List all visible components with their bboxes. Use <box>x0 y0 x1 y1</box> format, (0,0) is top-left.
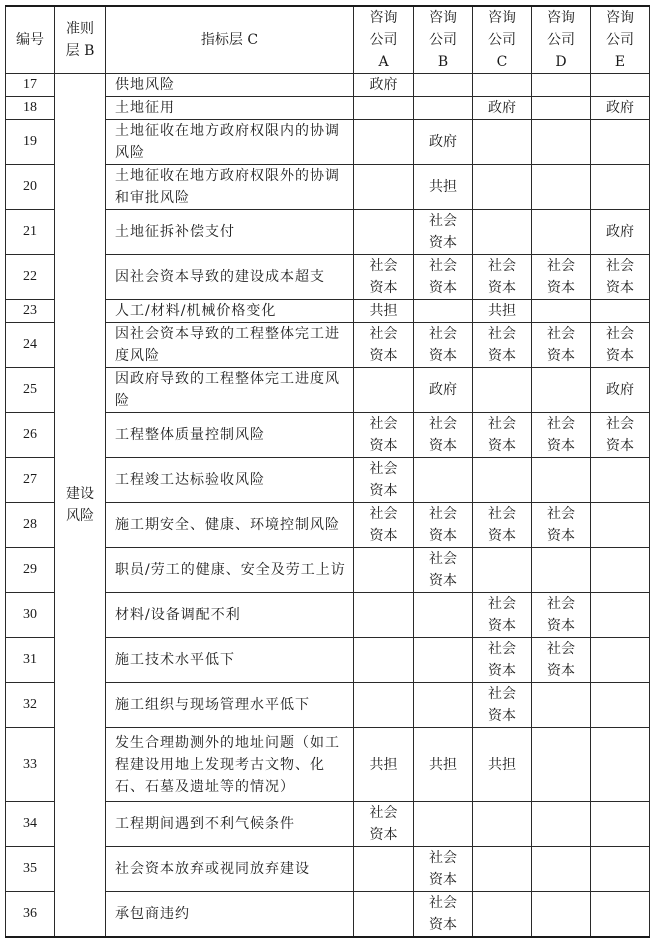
row-id: 30 <box>6 593 55 638</box>
company-e-cell <box>591 165 650 210</box>
indicator-cell: 工程竣工达标验收风险 <box>106 458 354 503</box>
company-a-cell <box>354 892 414 938</box>
table-header <box>6 6 650 74</box>
header-company-b: 咨询公司 B <box>414 6 473 74</box>
company-b-cell: 社会资本 <box>414 548 473 593</box>
company-b-cell <box>414 97 473 120</box>
company-b-cell: 共担 <box>414 728 473 802</box>
indicator-cell: 因政府导致的工程整体完工进度风险 <box>106 368 354 413</box>
company-b-cell: 社会资本 <box>414 413 473 458</box>
company-b-cell <box>414 683 473 728</box>
indicator-cell: 因社会资本导致的建设成本超支 <box>106 255 354 300</box>
company-e-cell <box>591 683 650 728</box>
company-e-cell: 社会资本 <box>591 255 650 300</box>
company-a-cell: 共担 <box>354 728 414 802</box>
row-id: 21 <box>6 210 55 255</box>
indicator-cell: 施工组织与现场管理水平低下 <box>106 683 354 728</box>
row-id: 23 <box>6 300 55 323</box>
company-a-cell <box>354 847 414 892</box>
company-e-cell <box>591 300 650 323</box>
company-e-cell <box>591 458 650 503</box>
company-d-cell <box>532 210 591 255</box>
header-company-a: 咨询公司 A <box>354 6 414 74</box>
indicator-cell: 土地征用 <box>106 97 354 120</box>
row-id: 27 <box>6 458 55 503</box>
company-c-cell: 社会资本 <box>473 638 532 683</box>
indicator-cell: 社会资本放弃或视同放弃建设 <box>106 847 354 892</box>
company-e-cell <box>591 74 650 97</box>
table-body <box>6 74 650 938</box>
company-b-cell <box>414 638 473 683</box>
company-d-cell <box>532 892 591 938</box>
company-e-cell: 社会资本 <box>591 323 650 368</box>
indicator-cell: 职员/劳工的健康、安全及劳工上访 <box>106 548 354 593</box>
table-row <box>6 74 650 97</box>
company-a-cell <box>354 638 414 683</box>
row-id: 31 <box>6 638 55 683</box>
row-id: 24 <box>6 323 55 368</box>
company-d-cell <box>532 847 591 892</box>
company-c-cell <box>473 210 532 255</box>
indicator-cell: 土地征拆补偿支付 <box>106 210 354 255</box>
company-e-cell <box>591 892 650 938</box>
company-d-cell: 社会资本 <box>532 413 591 458</box>
row-id: 19 <box>6 120 55 165</box>
indicator-cell: 因社会资本导致的工程整体完工进度风险 <box>106 323 354 368</box>
company-a-cell: 社会资本 <box>354 323 414 368</box>
company-e-cell: 社会资本 <box>591 413 650 458</box>
company-c-cell: 社会资本 <box>473 593 532 638</box>
company-c-cell <box>473 458 532 503</box>
indicator-cell: 人工/材料/机械价格变化 <box>106 300 354 323</box>
company-d-cell: 社会资本 <box>532 323 591 368</box>
company-d-cell: 社会资本 <box>532 638 591 683</box>
header-company-e: 咨询公司 E <box>591 6 650 74</box>
company-a-cell: 社会资本 <box>354 802 414 847</box>
indicator-cell: 供地风险 <box>106 74 354 97</box>
company-d-cell <box>532 458 591 503</box>
company-c-cell: 社会资本 <box>473 255 532 300</box>
row-id: 33 <box>6 728 55 802</box>
company-a-cell <box>354 368 414 413</box>
company-e-cell <box>591 728 650 802</box>
row-id: 18 <box>6 97 55 120</box>
company-e-cell <box>591 847 650 892</box>
company-b-cell: 共担 <box>414 165 473 210</box>
company-e-cell: 政府 <box>591 368 650 413</box>
company-e-cell: 政府 <box>591 97 650 120</box>
header-criterion: 准则层 B <box>55 6 106 74</box>
company-b-cell: 社会资本 <box>414 210 473 255</box>
company-b-cell <box>414 593 473 638</box>
company-b-cell <box>414 802 473 847</box>
company-c-cell: 社会资本 <box>473 413 532 458</box>
row-id: 17 <box>6 74 55 97</box>
company-c-cell: 政府 <box>473 97 532 120</box>
company-d-cell <box>532 120 591 165</box>
company-c-cell <box>473 548 532 593</box>
company-b-cell <box>414 74 473 97</box>
company-c-cell <box>473 120 532 165</box>
indicator-cell: 施工期安全、健康、环境控制风险 <box>106 503 354 548</box>
company-e-cell <box>591 802 650 847</box>
company-c-cell: 共担 <box>473 300 532 323</box>
company-c-cell: 社会资本 <box>473 683 532 728</box>
indicator-cell: 发生合理勘测外的地址问题（如工程建设用地上发现考古文物、化石、石墓及遗址等的情况） <box>106 728 354 802</box>
company-e-cell <box>591 548 650 593</box>
row-id: 29 <box>6 548 55 593</box>
company-e-cell <box>591 638 650 683</box>
company-a-cell: 社会资本 <box>354 458 414 503</box>
company-e-cell <box>591 503 650 548</box>
header-company-c: 咨询公司 C <box>473 6 532 74</box>
company-e-cell <box>591 120 650 165</box>
company-c-cell: 社会资本 <box>473 323 532 368</box>
criterion-cell: 建设风险 <box>55 74 106 938</box>
company-d-cell: 社会资本 <box>532 503 591 548</box>
company-a-cell: 政府 <box>354 74 414 97</box>
company-c-cell: 共担 <box>473 728 532 802</box>
company-d-cell <box>532 728 591 802</box>
company-a-cell <box>354 97 414 120</box>
row-id: 36 <box>6 892 55 938</box>
row-id: 26 <box>6 413 55 458</box>
row-id: 32 <box>6 683 55 728</box>
company-c-cell <box>473 802 532 847</box>
company-d-cell <box>532 74 591 97</box>
risk-allocation-table <box>5 5 650 938</box>
row-id: 25 <box>6 368 55 413</box>
row-id: 34 <box>6 802 55 847</box>
indicator-cell: 土地征收在地方政府权限内的协调风险 <box>106 120 354 165</box>
company-a-cell: 共担 <box>354 300 414 323</box>
header-company-d: 咨询公司 D <box>532 6 591 74</box>
company-d-cell <box>532 165 591 210</box>
company-b-cell: 社会资本 <box>414 323 473 368</box>
company-e-cell <box>591 593 650 638</box>
company-b-cell <box>414 300 473 323</box>
company-a-cell <box>354 120 414 165</box>
row-id: 20 <box>6 165 55 210</box>
company-a-cell <box>354 548 414 593</box>
company-d-cell: 社会资本 <box>532 593 591 638</box>
company-d-cell <box>532 802 591 847</box>
indicator-cell: 承包商违约 <box>106 892 354 938</box>
company-c-cell <box>473 892 532 938</box>
company-a-cell: 社会资本 <box>354 255 414 300</box>
company-b-cell: 社会资本 <box>414 503 473 548</box>
company-b-cell: 政府 <box>414 368 473 413</box>
company-b-cell <box>414 458 473 503</box>
header-id: 编号 <box>6 6 55 74</box>
company-d-cell: 社会资本 <box>532 255 591 300</box>
company-c-cell <box>473 368 532 413</box>
company-a-cell <box>354 683 414 728</box>
row-id: 22 <box>6 255 55 300</box>
company-a-cell <box>354 165 414 210</box>
company-e-cell: 政府 <box>591 210 650 255</box>
company-c-cell <box>473 165 532 210</box>
company-b-cell: 政府 <box>414 120 473 165</box>
company-a-cell <box>354 593 414 638</box>
company-d-cell <box>532 548 591 593</box>
indicator-cell: 施工技术水平低下 <box>106 638 354 683</box>
company-b-cell: 社会资本 <box>414 847 473 892</box>
company-c-cell <box>473 74 532 97</box>
company-c-cell: 社会资本 <box>473 503 532 548</box>
company-c-cell <box>473 847 532 892</box>
company-b-cell: 社会资本 <box>414 255 473 300</box>
company-a-cell: 社会资本 <box>354 503 414 548</box>
indicator-cell: 土地征收在地方政府权限外的协调和审批风险 <box>106 165 354 210</box>
header-indicator: 指标层 C <box>106 6 354 74</box>
company-a-cell <box>354 210 414 255</box>
indicator-cell: 工程整体质量控制风险 <box>106 413 354 458</box>
company-d-cell <box>532 683 591 728</box>
row-id: 35 <box>6 847 55 892</box>
indicator-cell: 工程期间遇到不利气候条件 <box>106 802 354 847</box>
company-d-cell <box>532 300 591 323</box>
company-d-cell <box>532 97 591 120</box>
company-b-cell: 社会资本 <box>414 892 473 938</box>
indicator-cell: 材料/设备调配不利 <box>106 593 354 638</box>
company-a-cell: 社会资本 <box>354 413 414 458</box>
company-d-cell <box>532 368 591 413</box>
row-id: 28 <box>6 503 55 548</box>
